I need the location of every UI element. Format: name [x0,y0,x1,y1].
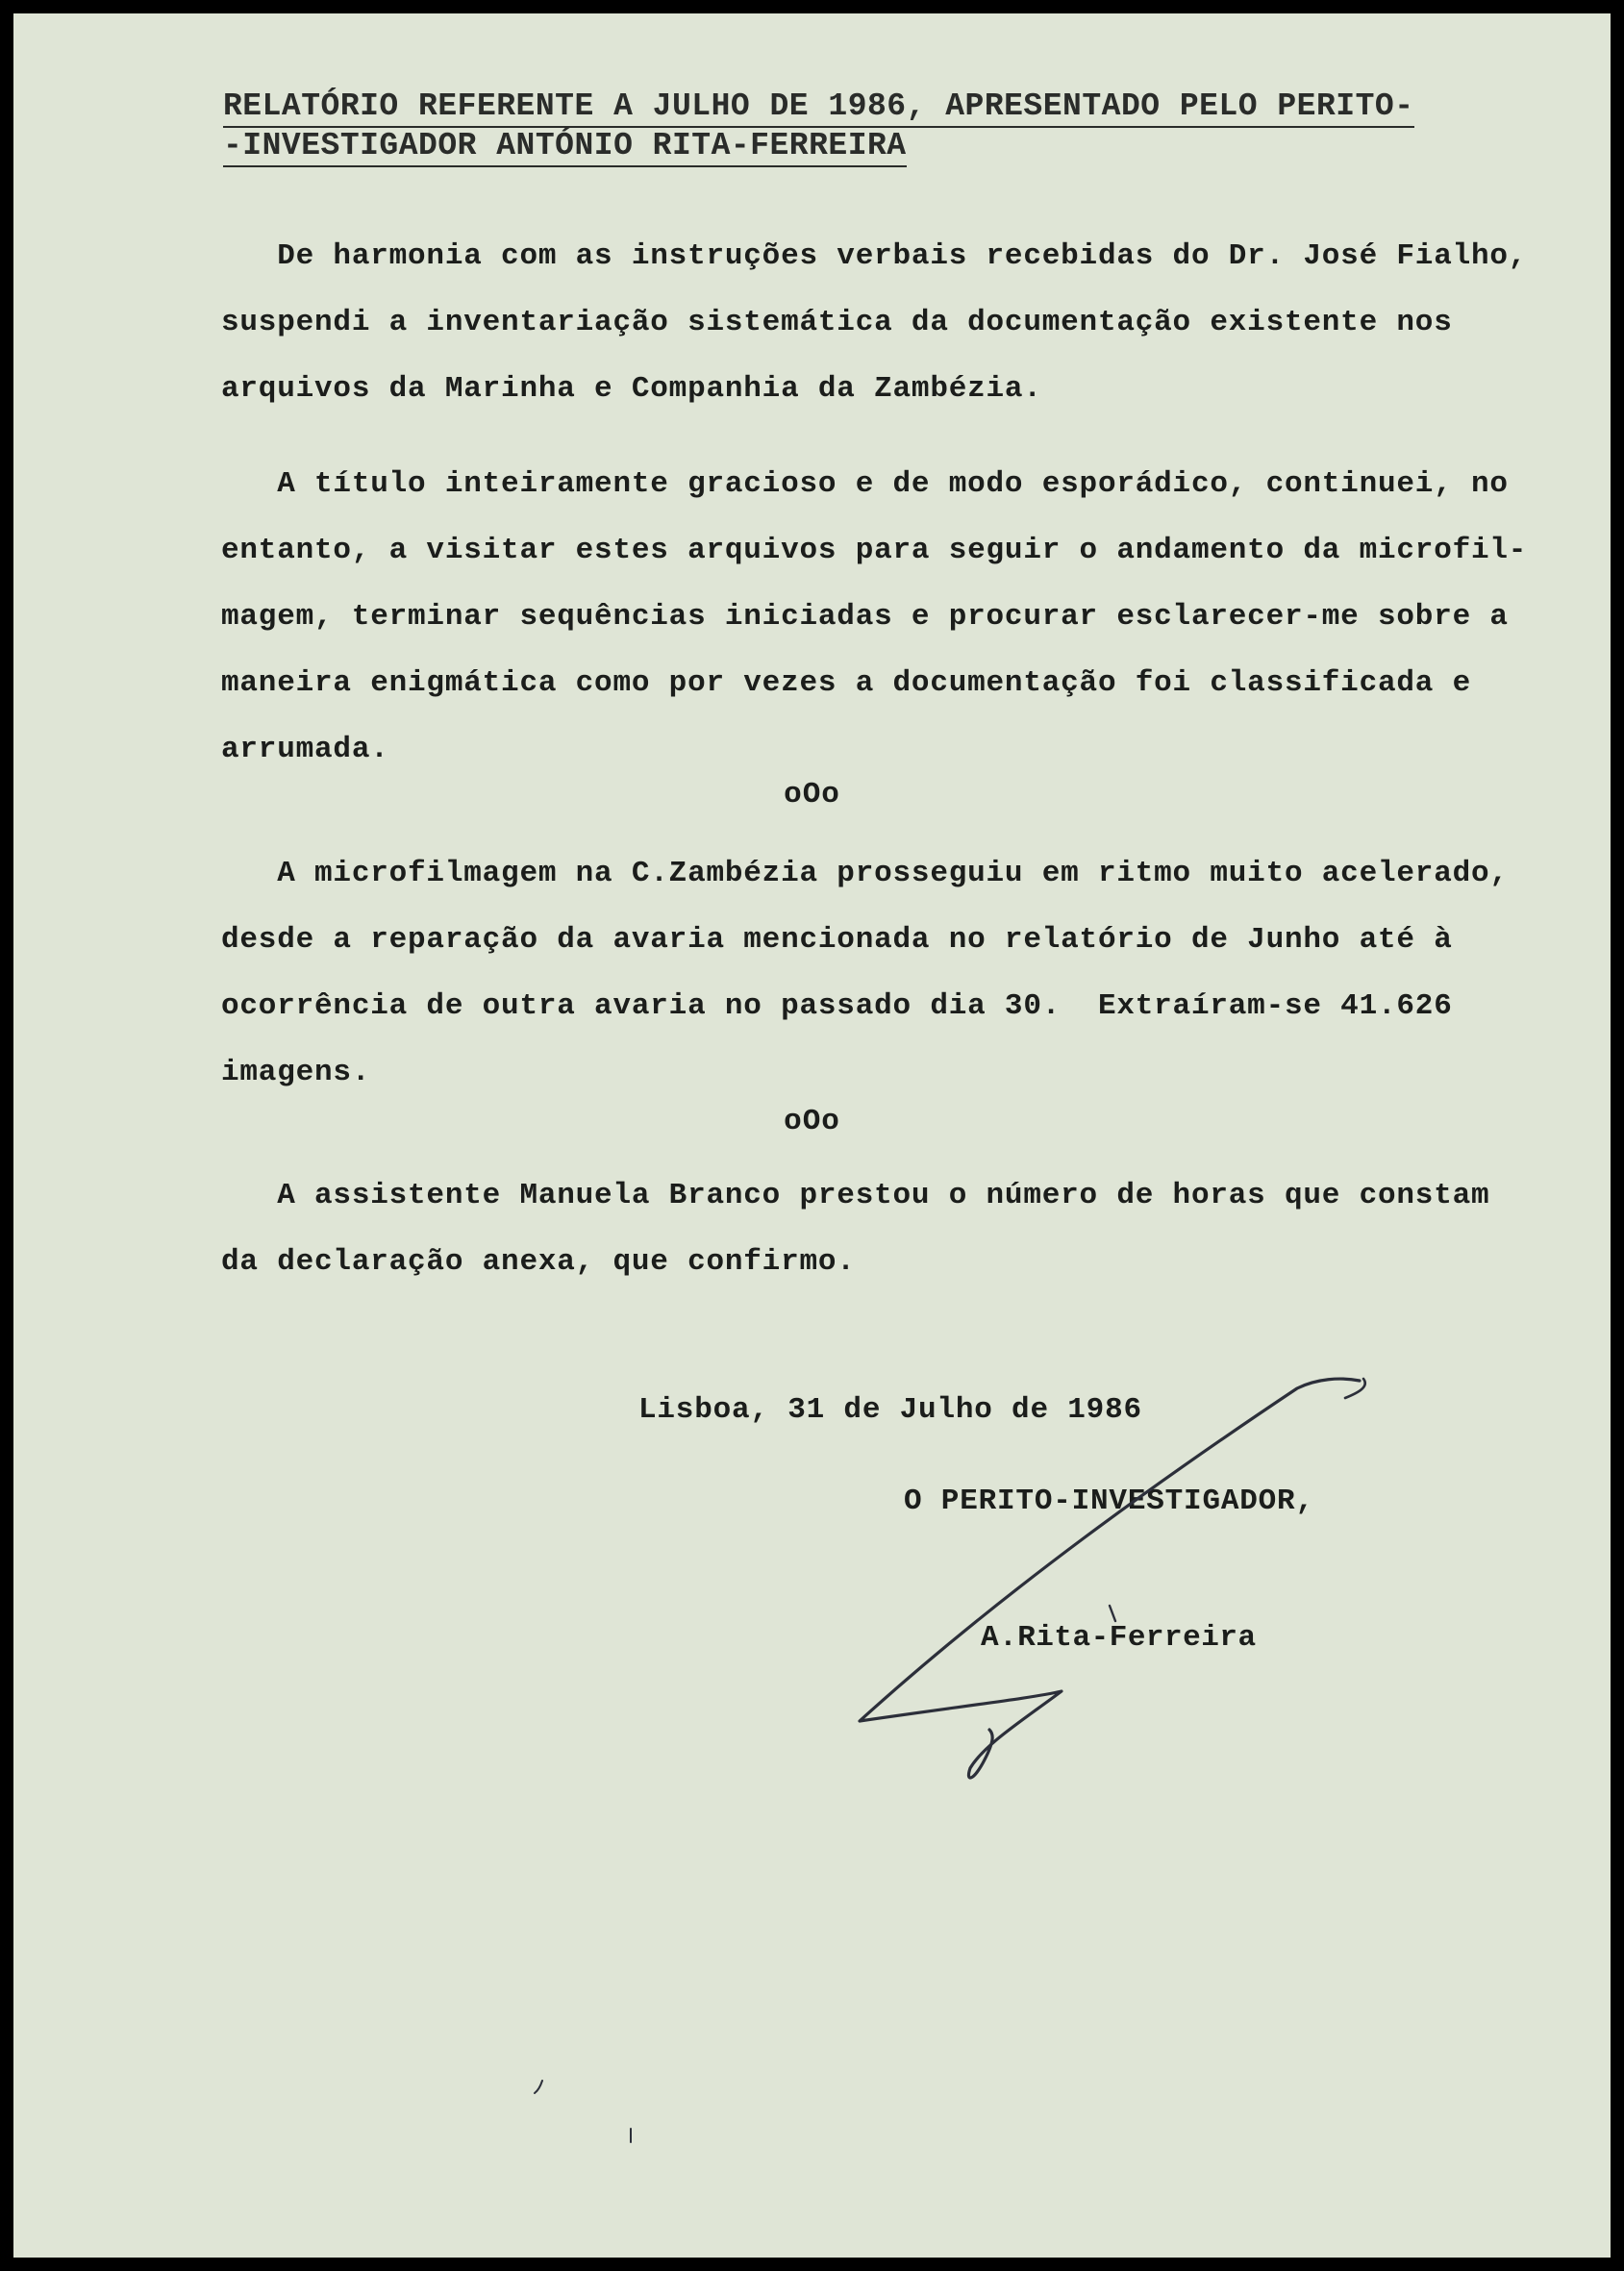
signatory-name: A.Rita-Ferreira [981,1621,1257,1655]
paragraph-3: A microfilmagem na C.Zambézia prosseguiu em ritmo muito acelerado, desde a reparação da avaria mencionada no relatório de Junho até à ocorrência de outra avaria no passado dia 30. Extraíram-se 41.626 imagens. [221,857,1509,1089]
separator-1: oOo [784,778,840,811]
document-page [13,13,1611,2258]
signatory-role: O PERITO-INVESTIGADOR, [904,1485,1314,1518]
paragraph-1: De harmonia com as instruções verbais recebidas do Dr. José Fialho, suspendi a inventariação sistemática da documentação existente nos arquivos da Marinha e Companhia da Zambézia. [221,239,1528,406]
paragraph-2: A título inteiramente gracioso e de modo esporádico, continuei, no entanto, a visitar estes arquivos para seguir o andamento da microfil- magem, terminar sequências iniciadas e procurar esclarecer-me sobre a maneira enigmática como por vezes a documentação foi classificada e arrumada. [221,467,1528,766]
place-date: Lisboa, 31 de Julho de 1986 [638,1393,1142,1427]
paragraph-4: A assistente Manuela Branco prestou o número de horas que constam da declaração anexa, que confirmo. [221,1179,1490,1279]
title-line-1: RELATÓRIO REFERENTE A JULHO DE 1986, APRESENTADO PELO PERITO- [223,88,1414,128]
separator-2: oOo [784,1105,840,1138]
handwritten-signature [13,13,1611,2258]
title-line-2: -INVESTIGADOR ANTÓNIO RITA-FERREIRA [223,128,907,167]
